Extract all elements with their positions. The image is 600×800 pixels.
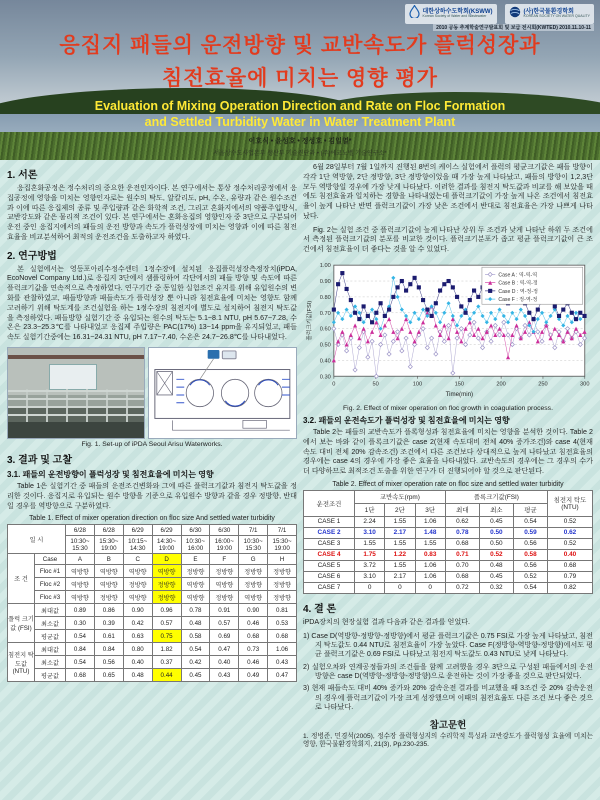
table2-cell: 0.52 (548, 538, 593, 549)
table1-cell: 1.82 (152, 643, 181, 656)
table1-cell: 역방향 (94, 578, 123, 591)
table1-cell: 0.84 (66, 643, 95, 656)
svg-text:50: 50 (372, 381, 379, 388)
conclusion-item-2: 2) 실험오차와 연계공정들과의 조건들을 함께 고려했을 경우 3단으로 구성된 패들에서의 운전방향은 case D(역방향-정방향-정방향)으로 운전하는 것이 가장 좋을 것으로 판단되었다. (303, 662, 593, 681)
table1-cell: 0.37 (152, 656, 181, 669)
table1-cell: 0.54 (66, 656, 95, 669)
table2-subheader: 최대 (445, 503, 479, 516)
results-direction-text: 6월 28일부터 7월 1일까지 진행된 8번의 케이스 실험에서 플럭의 평균크기값은 패들 방향이 각각 1단 역방향, 2단 정방향, 3단 정방향이었을 때 가장 높게 나타났고, 패들의 방향이 1,2,3단 모두 역방향일 경우에 가장 낮게 나타났다. 이러한 결과를 침전지 탁도값과 비교를 해 보았을 때에도 침전효율과 일치하는 경향을 나타내었는데 플럭크기값이 가장 높게 나온 조건에서 침전효율이 높게 나타난 반면 플럭크기값이 가장 낮은 조건에서 반대로 침전효율은 가장 나쁘게 나타났다. (303, 163, 593, 220)
table1-cell: 0.57 (152, 617, 181, 630)
table-row (304, 560, 593, 571)
table2-cell: 0.68 (548, 560, 593, 571)
table2-subheader: 평균 (513, 503, 547, 516)
society2-name: (사)한국물환경학회 (523, 8, 574, 15)
table1-date: 6/30 (210, 525, 239, 536)
table2-cell: 0.52 (548, 516, 593, 527)
table2-cell: 1.55 (415, 538, 445, 549)
table1-cell: 0.47 (210, 643, 239, 656)
table1-row-label: 최소값 (35, 617, 66, 630)
table2-cell: 0.52 (479, 549, 513, 560)
svg-text:300: 300 (580, 381, 590, 388)
svg-text:0.80: 0.80 (319, 294, 331, 301)
table1-cell: 1.06 (268, 643, 297, 656)
table1-date: 6/28 (66, 525, 95, 536)
svg-text:0.90: 0.90 (319, 279, 331, 286)
table2-cell: 3.72 (355, 560, 385, 571)
table2-cell: 0.50 (479, 527, 513, 538)
table1-date: 6/28 (94, 525, 123, 536)
svg-text:Case F : 정-역-정: Case F : 정-역-정 (498, 297, 538, 304)
table1-cell: D (152, 554, 181, 565)
table-row (8, 617, 297, 630)
table1-date: 7/1 (239, 525, 268, 536)
table2-cell: 0 (385, 582, 415, 593)
table1-cell: 역방향 (239, 591, 268, 604)
table1-time: 15:30~ 19:00 (268, 536, 297, 554)
table2-cell: 0.78 (445, 527, 479, 538)
svg-text:플럭크기값(FSI): 플럭크기값(FSI) (307, 300, 314, 341)
table1-cell: 0.42 (181, 656, 210, 669)
table1-cell: A (66, 554, 95, 565)
table2-case-label: CASE 4 (304, 549, 355, 560)
table-row (304, 538, 593, 549)
methods-text: 본 실험에서는 영등포아리수정수센터 1정수장에 설치된 응집플럭성장측정장치(iPDA, EcoNovel Company Ltd.)로 응집지 3단에서 샘플링하여 각단에서의 패들 방향 및 속도에 따른 플럭크기값을 연속적으로 측정하였다. 연구기간 중 동일한 실험조건 유지를 위해 유입원수의 변화를 관찰하였고, 패들방향과 패들속도가 플럭성장 뿐 아니라 침전효율에 미치는 영향도 함께 고려하기 위해 탁도계를 조건실험을 하는 1정수장의 침전지에 별도로 설치하여 침전지 탁도값을 측정하였다. 패들방향 실험기간 중 유입되는 원수의 탁도는 5.1~8.1 NTU, pH 5.67~7.28, 수온은 23.3~25.3℃를 나타내었고 응집제 주입량은 PAC(17%) 13~14 ppm을 유지되었고, 패들속도 실험기간중에는 16.31~24.31 NTU, pH 7.17~7.40, 수온은 24.7~26.8℃를 나타내었다. (7, 264, 297, 342)
table2-subheader: 1단 (355, 503, 385, 516)
table-row (8, 565, 297, 578)
table1-cell: 0.44 (152, 669, 181, 682)
conclusion-intro: iPDA장치의 현장실험 결과 다음과 같은 결과를 얻었다. (303, 617, 471, 626)
table1-cell: 정방향 (210, 591, 239, 604)
table2-cell: 0.54 (513, 516, 547, 527)
table1-time: 15:30~ 19:00 (94, 536, 123, 554)
conclusion-item-1: 1) Case D(역방향-정방향-정방향)에서 평균 플럭크기값은 0.75 FSI로 가장 높게 나타났고, 침전지 탁도값도 0.44 NTU로 침전효율이 가장 높았다. Case F(정방향-역방향-정방향)에서도 평균 플럭크기값은 0.69 FSI로 나타났고 침전지 탁도값도 0.43 NTU로 낮게 나타났다. (303, 631, 593, 659)
table1-cell: 0.56 (94, 656, 123, 669)
section-3-heading: 3. 결과 및 고찰 (7, 454, 72, 466)
table1-time: 10:30~ 15:30 (66, 536, 95, 554)
table1-group-label: 조 건 (8, 554, 35, 604)
table1-cell: 0.90 (123, 604, 152, 617)
section-32-text: Table 2는 패들의 교반속도가 플록형성과 침전효율에 미치는 영향을 분석한 것이다. Table 2에서 보는 바와 같이 플록크기값은 case 2(현재 속도대비 전체 40% 증가조건)와 case 4(현재 속도 대비 전체 20% 감속조건) 조건에서 다른 조건보다 상대적으로 높게 나타났고 침전효율의 경우에는 case 4의 경우에 가장 좋은 효율을 나타내었다. 교반속도의 경우에는 그 경우의 수가 더 다양하므로 최적조건 도출을 위한 연구가 더 진행되어야 할 것으로 판단된다. (303, 428, 593, 476)
table2-case-label: CASE 2 (304, 527, 355, 538)
table2-title: Table 2. Effect of mixer operation rate on floc size and settled water turbidity (332, 480, 564, 488)
table2-cell: 0 (355, 582, 385, 593)
table1-row-label: 평균값 (35, 630, 66, 643)
table1-row-label: Floc #2 (35, 578, 66, 591)
table1-time: 10:15~ 14:30 (123, 536, 152, 554)
society1-subtitle: Korean Society of Water and Wastewater (422, 14, 487, 19)
table1-cell: H (268, 554, 297, 565)
table-row (8, 669, 297, 682)
table1-cell: 0.63 (123, 630, 152, 643)
poster-title-ko-line2: 침전효율에 미치는 영향 평가 (162, 66, 438, 90)
table2-cell: 0.72 (445, 582, 479, 593)
svg-text:0.30: 0.30 (319, 374, 331, 381)
table1-cell: 정방향 (268, 578, 297, 591)
society1-name: 대한상하수도학회(KSWW) (422, 8, 493, 15)
table1-cell: 0.54 (66, 630, 95, 643)
table1-cell: 0.58 (181, 630, 210, 643)
table2-cell: 1.06 (415, 560, 445, 571)
table2-cell: 3.10 (355, 571, 385, 582)
svg-text:Time(min): Time(min) (445, 390, 474, 398)
table2-cell: 0.68 (445, 571, 479, 582)
table1-cell: 정방향 (268, 565, 297, 578)
table1-cell: 0.49 (239, 669, 268, 682)
table2-cell: 2.17 (385, 571, 415, 582)
table1-row-label: 평균값 (35, 669, 66, 682)
table2-cell: 1.06 (415, 516, 445, 527)
table2-cell: 0.54 (513, 582, 547, 593)
table1-cell: 0.65 (94, 669, 123, 682)
table1-cell: 정방향 (181, 565, 210, 578)
table1-cell: 역방향 (66, 565, 95, 578)
table2-cell: 0.68 (445, 538, 479, 549)
table1-cell: 0.48 (181, 617, 210, 630)
svg-text:Case A : 역-역-역: Case A : 역-역-역 (498, 272, 538, 279)
poster-title-ko-line1: 응집지 패들의 운전방향 및 교반속도가 플럭성장과 (59, 34, 541, 57)
table2-head-rpm: 교반속도(rpm) (355, 490, 446, 503)
table1-cell: 0.53 (268, 617, 297, 630)
table1-date: 7/1 (268, 525, 297, 536)
introduction-text: 응집혼화공정은 정수처리의 중요한 운전인자이다. 본 연구에서는 통상 정수처리공정에서 응집공정에 영향을 미치는 영향인자로는 원수의 탁도, 알칼리도, pH, 수온, 유량과 같은 원수조건과 이에 따른 응집제의 종류 및 주입량과 같은 화학적 조건, 그리고 혼화지에서의 약품주입방식, 교반강도와 같은 물리적 조건이 있다. 본 연구에서는 혼화응집의 영향인자 중 3단으로 구분되어 운전 중인 응집지에서의 패들의 운전 방향과 속도가 플럭성장에 미치는 영향과 이에 따른 침전효율을 비교분석하여 최적의 운전조건을 도출하고자 하였다. (7, 184, 297, 241)
table2-cell: 1.55 (385, 560, 415, 571)
table2-head-fsi: 플록크기값(FSI) (445, 490, 547, 503)
table-row (8, 643, 297, 656)
section-31-text: Table 1은 실험기간 중 패들의 운전조건변화와 그에 따른 플럭크기값과 침전지 탁도값을 정리한 것이다. 응집지로 유입되는 원수 방향을 기준으로 유입원수 방향과 같을 경우 정방향, 반대일 경우를 역방향으로 구분하였다. (7, 481, 297, 510)
table1-cell: 0.75 (152, 630, 181, 643)
table2-cell: 1.55 (385, 516, 415, 527)
table1-cell: 0.45 (181, 669, 210, 682)
section-31-heading: 3.1. 패들의 운전방향이 플럭성장 및 침전효율에 미치는 영향 (7, 469, 214, 479)
table1-cell: 역방향 (123, 565, 152, 578)
table1-group-label: 침전지 탁도값 (NTU) (8, 643, 35, 682)
table2-cell: 0.83 (415, 549, 445, 560)
affiliation: 서울상수도사업본부 생산부 기술진단과 • (주)에코노벨 기술연구소* (213, 151, 387, 158)
table2-case-label: CASE 7 (304, 582, 355, 593)
table-row (8, 578, 297, 591)
table1-cell: C (123, 554, 152, 565)
svg-text:150: 150 (454, 381, 465, 388)
table2-subheader: 2단 (385, 503, 415, 516)
table2-cell: 0.40 (548, 549, 593, 560)
table1-row-label: 최대값 (35, 643, 66, 656)
table2-case-label: CASE 3 (304, 538, 355, 549)
fig1-railing (8, 389, 144, 421)
table1-cell: 0.68 (268, 630, 297, 643)
table1-group-label: 플럭 크기값 (FSI) (8, 604, 35, 643)
table-row (8, 656, 297, 669)
table2-cell: 0.62 (548, 527, 593, 538)
table1-row-label: Floc #3 (35, 591, 66, 604)
table1-cell: 0.68 (66, 669, 95, 682)
table1-cell: E (181, 554, 210, 565)
table2-cell: 0.45 (479, 516, 513, 527)
fig1-schematic (149, 348, 296, 438)
right-column (303, 163, 593, 750)
table1-cell: 0.69 (210, 630, 239, 643)
table1-row-label: Floc #1 (35, 565, 66, 578)
table1-cell: 정방향 (239, 565, 268, 578)
table1-cell: 0.57 (210, 617, 239, 630)
table1-row-label: 최소값 (35, 656, 66, 669)
table1-cell: 0.96 (152, 604, 181, 617)
table1-cell: 정방향 (239, 578, 268, 591)
table1-cell: 0.40 (123, 656, 152, 669)
table1-cell: 정방향 (268, 591, 297, 604)
svg-text:0: 0 (332, 381, 336, 388)
society-logos (405, 4, 594, 24)
svg-text:0.70: 0.70 (319, 310, 331, 317)
table2-head-case: 운전조건 (304, 490, 355, 516)
table1-date: 6/29 (123, 525, 152, 536)
table2 (303, 490, 593, 594)
poster-title-en-line1: Evaluation of Mixing Operation Direction and Rate on Floc Formation (94, 99, 506, 114)
table1-cell: 0.68 (239, 630, 268, 643)
table1-cell: 0.43 (268, 656, 297, 669)
logo-kswww (405, 4, 497, 24)
table2-cell: 0.48 (479, 560, 513, 571)
table2-cell: 2.17 (385, 527, 415, 538)
fig1-diagram (148, 347, 297, 439)
table-row (304, 549, 593, 560)
table2-cell: 0.59 (513, 527, 547, 538)
table1-time: 14:30~ 19:00 (152, 536, 181, 554)
table1-cell: 0.89 (66, 604, 95, 617)
table1-cell: 0.78 (181, 604, 210, 617)
fig2-chart (303, 259, 593, 403)
fig2-intro-text: Fig. 2는 실험 조건 중 플럭크기값이 높게 나타난 상위 두 조건과 낮게 나타난 하위 두 조건에서 측정된 플럭크기값의 분포를 비교한 것이다. 플럭크기분포가 좁고 평균 플럭크기값이 큰 조건에서 침전효율이 더 좋다는 것을 알 수 있었다. (303, 225, 593, 254)
fig1-photo (7, 347, 145, 439)
section-2-heading: 2. 연구방법 (7, 250, 57, 262)
table1-cell: 0.47 (268, 669, 297, 682)
table2-case-label: CASE 5 (304, 560, 355, 571)
table1-cell: 0.73 (239, 643, 268, 656)
table2-cell: 1.75 (355, 549, 385, 560)
svg-text:0.60: 0.60 (319, 326, 331, 333)
table-row (304, 571, 593, 582)
table2-cell: 1.48 (415, 527, 445, 538)
table2-cell: 0.82 (548, 582, 593, 593)
table1-cell: 역방향 (181, 578, 210, 591)
left-column (7, 163, 297, 682)
table1-time: 10:30~ 15:30 (239, 536, 268, 554)
table1-cell: 0.80 (123, 643, 152, 656)
table1-time: 16:00~ 19:00 (210, 536, 239, 554)
svg-text:Case D : 역-정-정: Case D : 역-정-정 (498, 288, 539, 295)
table1-cell: 0.30 (66, 617, 95, 630)
svg-text:250: 250 (538, 381, 548, 388)
society2-subtitle: KOREAN SOCIETY ON WATER QUALITY (523, 14, 590, 19)
table1-cell: 역방향 (152, 565, 181, 578)
table2-cell: 0.71 (445, 549, 479, 560)
section-4-heading: 4. 결 론 (303, 603, 337, 615)
table2-cell: 0.58 (513, 549, 547, 560)
table1-cell: 0.54 (181, 643, 210, 656)
table2-cell: 0.52 (513, 571, 547, 582)
table-row (8, 630, 297, 643)
table1-row-label: Case (35, 554, 66, 565)
table2-cell: 0.50 (479, 538, 513, 549)
table1-cell: 0.84 (94, 643, 123, 656)
table1-cell: 0.46 (239, 656, 268, 669)
fig2-svg (303, 259, 593, 403)
table2-subheader: 최소 (479, 503, 513, 516)
table1-cell: 정방향 (94, 591, 123, 604)
table1-cell: B (94, 554, 123, 565)
table1-cell: 역방향 (66, 591, 95, 604)
table1-cell: 0.91 (210, 604, 239, 617)
conclusion-item-3: 3) 현재 패들속도 대비 40% 증가와 20% 감속운전 결과를 비교했을 때 3조건 중 20% 감속운전의 경우에 플럭크기값이 가장 크게 성장했으며 이때의 침전효율도 다른 조건 보다 좋은 것으로 나타났다. (303, 684, 593, 712)
table1-row-label: 최대값 (35, 604, 66, 617)
table-row (304, 516, 593, 527)
table1-cell: F (210, 554, 239, 565)
table2-case-label: CASE 6 (304, 571, 355, 582)
table1-cell: 정방향 (123, 578, 152, 591)
svg-text:0.40: 0.40 (319, 358, 331, 365)
section-32-heading: 3.2. 패들의 운전속도가 플럭성장 및 침전효율에 미치는 영향 (303, 416, 510, 425)
event-line: 2010 공동 추계학술연구발표회 및 보급 전시회(KWTED) 2010.11.10-11 (433, 24, 594, 31)
table1-cell: 역방향 (181, 591, 210, 604)
table1-cell: 정방향 (152, 591, 181, 604)
reference-1: 1. 정병준, 민경석(2005), 정수장 플럭형성지의 수리학적 특성과 교반강도가 플럭형성 효율에 미치는 영향, 한국물환경학회지, 21(3), Pp.230-235. (303, 732, 593, 749)
table-row (8, 604, 297, 617)
svg-text:100: 100 (412, 381, 423, 388)
table1-cell: 역방향 (123, 591, 152, 604)
table1-cell: 역방향 (66, 578, 95, 591)
table-row (304, 527, 593, 538)
table2-cell: 0.32 (479, 582, 513, 593)
table1-cell: 0.46 (239, 617, 268, 630)
table1-cell: 역방향 (94, 565, 123, 578)
table1-cell: 정방향 (152, 578, 181, 591)
poster-title-en-line2: and Settled Turbidity Water in Water Treatment Plant (144, 114, 456, 129)
table1-cell: 0.42 (123, 617, 152, 630)
table2-case-label: CASE 1 (304, 516, 355, 527)
table1-cell: 역방향 (210, 578, 239, 591)
table1-cell: 0.43 (210, 669, 239, 682)
table1-title: Table 1. Effect of mixer operation direction on floc size And settled water turbidity (29, 515, 275, 523)
table2-cell: 0.45 (479, 571, 513, 582)
table1-cell: 0.61 (94, 630, 123, 643)
table2-cell: 1.55 (385, 538, 415, 549)
table2-head-ntu: 침전지 탁도 (NTU) (548, 490, 593, 516)
table2-cell: 0.56 (513, 538, 547, 549)
table-row (8, 591, 297, 604)
table1-time: 10:30~ 16:00 (181, 536, 210, 554)
table2-cell: 0.56 (513, 560, 547, 571)
table1-cell: 0.48 (123, 669, 152, 682)
fig1-signboard (49, 364, 97, 389)
references-heading: 참고문헌 (429, 719, 467, 731)
table1-cell: 0.90 (239, 604, 268, 617)
fig1-caption: Fig. 1. Set-up of iPDA Seoul Arisu Waterworks. (81, 440, 223, 448)
section-1-heading: 1. 서론 (7, 170, 38, 181)
table1-cell: 0.86 (94, 604, 123, 617)
table1-cell: G (239, 554, 268, 565)
table2-cell: 1.06 (415, 571, 445, 582)
table1 (7, 524, 297, 682)
table1-cell: 0.81 (268, 604, 297, 617)
svg-text:0.50: 0.50 (319, 342, 331, 349)
svg-text:Case B : 역-역-정: Case B : 역-역-정 (498, 280, 538, 287)
table1-cell: 0.39 (94, 617, 123, 630)
figure-1 (7, 347, 297, 439)
table-row (8, 554, 297, 565)
header-photo (0, 0, 600, 160)
water-drop-icon (409, 5, 420, 23)
table2-subheader: 3단 (415, 503, 445, 516)
table2-cell: 0.79 (548, 571, 593, 582)
table1-date: 6/30 (181, 525, 210, 536)
table2-cell: 1.55 (355, 538, 385, 549)
table1-cell: 0.40 (210, 656, 239, 669)
table2-cell: 0.62 (445, 516, 479, 527)
table2-cell: 0 (415, 582, 445, 593)
table2-cell: 0.70 (445, 560, 479, 571)
globe-icon (509, 5, 521, 23)
fig2-caption: Fig. 2. Effect of mixer operation on floc growth in coagulation process. (343, 405, 553, 412)
table2-cell: 1.22 (385, 549, 415, 560)
title-block (0, 30, 600, 157)
table-row (304, 582, 593, 593)
logo-kswq (505, 4, 594, 24)
table1-cell: 정방향 (210, 565, 239, 578)
authors: 이호식 • 윤성호 • 정성호 • 김일열* (248, 138, 352, 146)
svg-text:1.00: 1.00 (319, 263, 331, 270)
svg-text:200: 200 (496, 381, 506, 388)
table1-date-label: 일 시 (8, 525, 66, 554)
table2-cell: 2.24 (355, 516, 385, 527)
table1-date: 6/29 (152, 525, 181, 536)
table2-cell: 3.10 (355, 527, 385, 538)
